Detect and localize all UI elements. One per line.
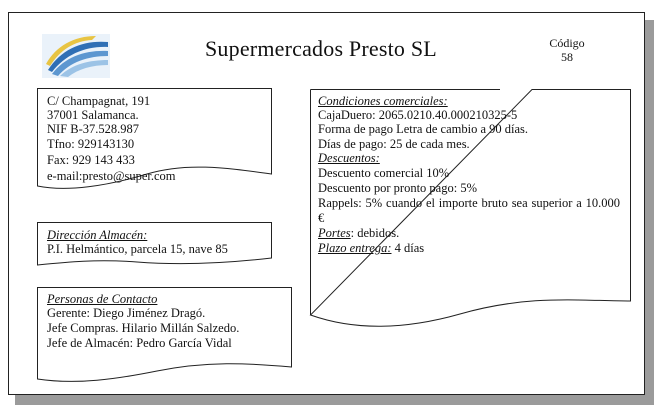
nif-line: NIF B-37.528.987 [47,122,140,136]
warehouse-heading: Dirección Almacén: [47,228,148,242]
address-line: C/ Champagnat, 191 [47,94,151,108]
portes-line [318,226,399,241]
rappels-text: Rappels: 5% cuando el importe bruto sea superior a 10.000 € [318,196,620,225]
portes-label: Portes [318,226,351,240]
address-line: 37001 Salamanca. [47,108,139,122]
discount-early-payment: Descuento por pronto pago: 5% [318,181,477,195]
conditions-heading: Condiciones comerciales: [318,94,448,108]
fax-line: Fax: 929 143 433 [47,153,135,167]
payment-days: Días de pago: 25 de cada mes. [318,137,470,151]
discount-commercial: Descuento comercial 10% [318,166,450,180]
contact-purchasing: Jefe Compras. Hilario Millán Salzedo. [47,321,240,335]
delivery-label: Plazo entrega: [318,241,392,255]
codigo-block [540,36,594,64]
company-logo [40,30,114,80]
phone-line: Tfno: 929143130 [47,137,135,151]
payment-method: Forma de pago Letra de cambio a 90 días. [318,122,528,136]
portes-value: : debidos. [350,226,400,240]
delivery-value: 4 días [391,241,425,255]
warehouse-address: P.I. Helmántico, parcela 15, nave 85 [47,242,228,256]
codigo-value: 58 [561,50,573,64]
bank-account: CajaDuero: 2065.0210.40.000210325-5 [318,108,518,122]
codigo-label: Código [549,36,585,50]
discounts-heading: Descuentos: [318,151,380,165]
contact-manager: Gerente: Diego Jiménez Dragó. [47,306,206,320]
company-name: Supermercados Presto SL [205,36,437,61]
delivery-line [318,241,424,256]
email-line: e-mail:presto@super.com [47,169,176,183]
contacts-heading: Personas de Contacto [47,292,158,306]
contact-warehouse: Jefe de Almacén: Pedro García Vidal [47,336,232,350]
